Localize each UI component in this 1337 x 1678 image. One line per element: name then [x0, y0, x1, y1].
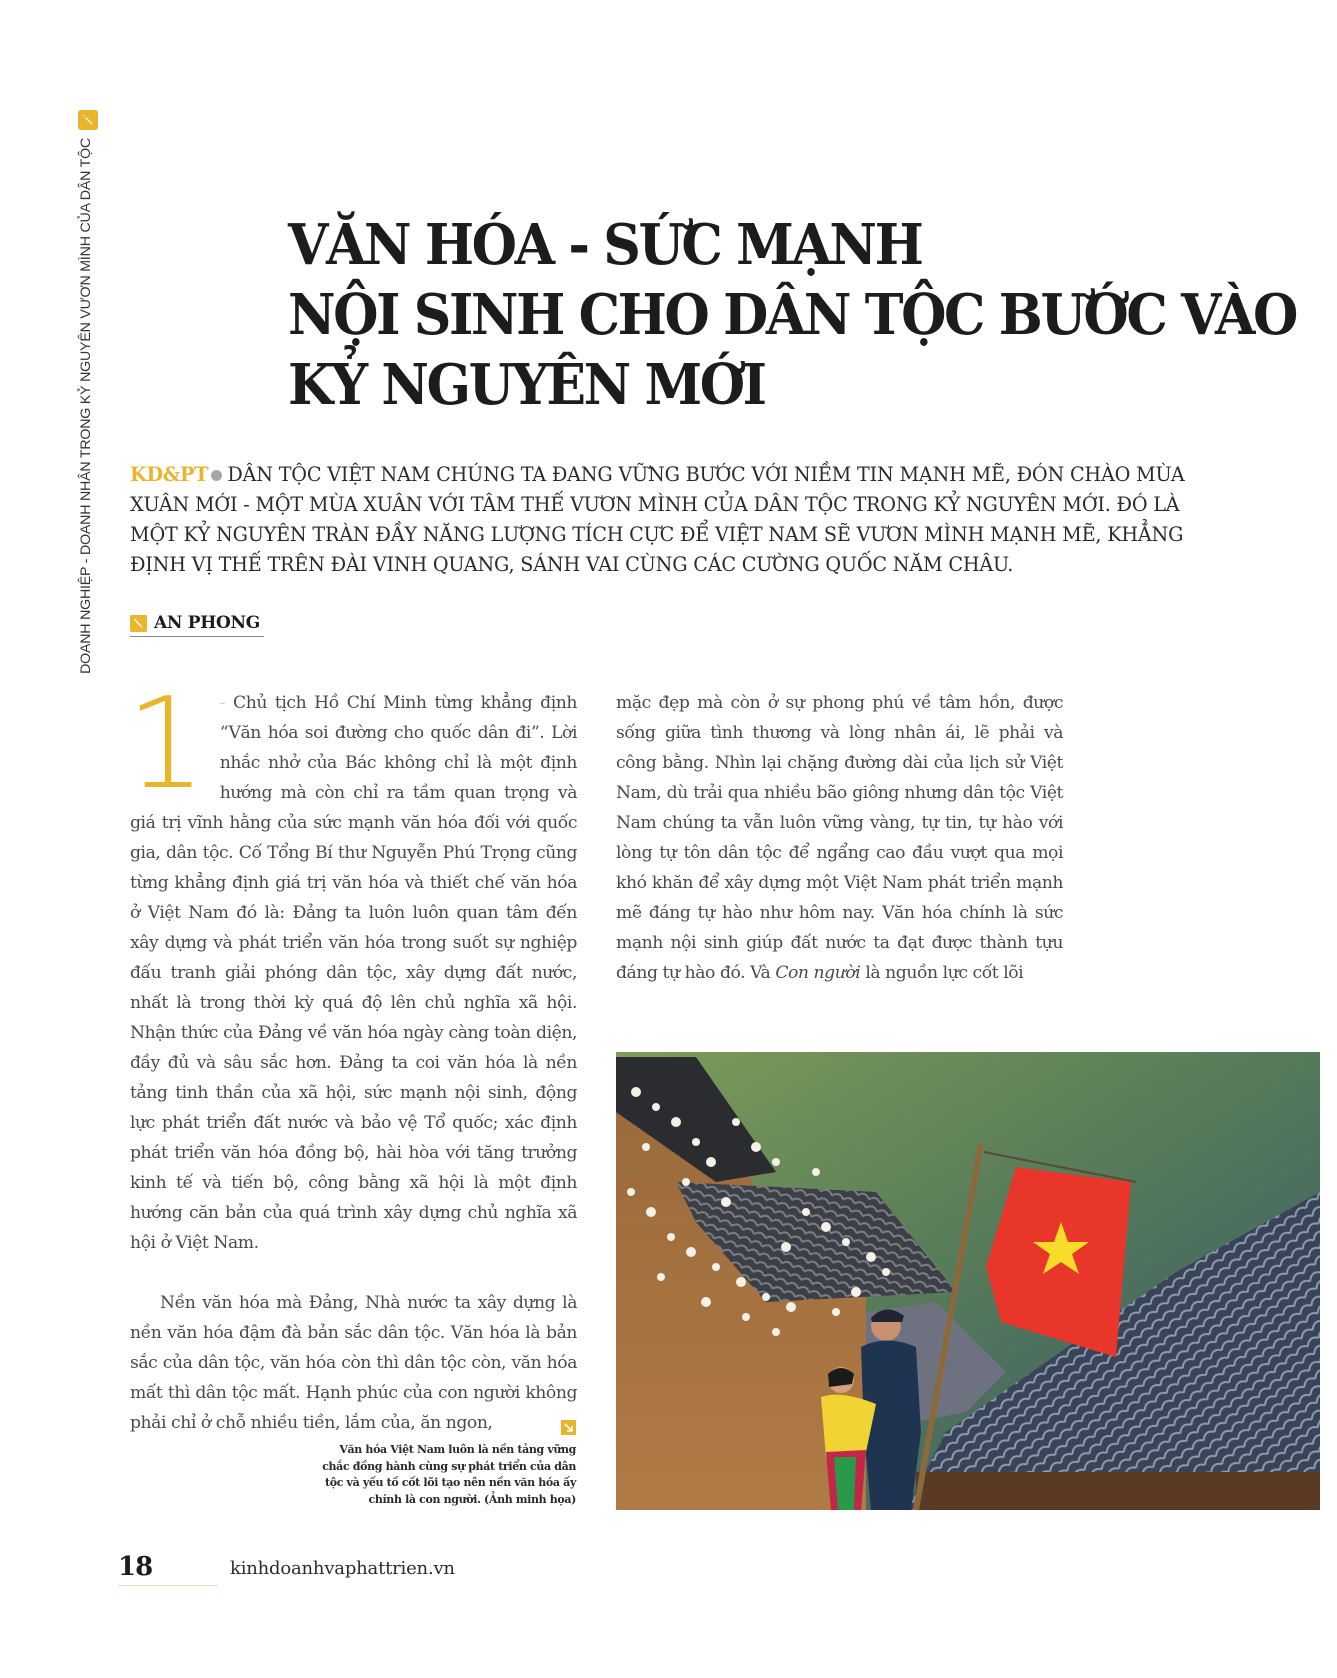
- bullet-dot-icon: [211, 470, 222, 481]
- drop-cap: 1: [126, 670, 206, 817]
- author-name: AN PHONG: [154, 613, 260, 633]
- pen-nib-icon: [130, 615, 147, 632]
- dropcap-dash: -: [219, 693, 226, 713]
- pen-nib-icon: [78, 110, 98, 130]
- title-line: NỘI SINH CHO DÂN TỘC BƯỚC VÀO: [288, 282, 1296, 348]
- body-paragraph: Nền văn hóa mà Đảng, Nhà nước ta xây dựng là nền văn hóa đậm đà bản sắc dân tộc. Văn hóa là bản sắc của dân tộc, văn hóa còn thì dân tộc còn, văn hóa mất thì dân tộc mất. Hạnh phúc của con người không phải chỉ ở chỗ nhiều tiền, lắm của, ăn ngon,: [130, 1293, 577, 1433]
- paragraph-text: mặc đẹp mà còn ở sự phong phú về tâm hồn, được sống giữa tình thương và lòng nhân ái, lẽ phải và công bằng. Nhìn lại chặng đường dài của lịch sử Việt Nam, dù trải qua nhiều bão giông nhưng dân tộc Việt Nam chúng ta vẫn luôn vững vàng, tự tin, tự hào với lòng tự tôn dân tộc để ngẩng cao đầu vượt qua mọi khó khăn để xây dựng một Việt Nam phát triển mạnh mẽ đáng tự hào như hôm nay. Văn hóa chính là sức mạnh nội sinh giúp đất nước ta đạt được thành tựu đáng tự hào đó. Và: [616, 693, 1063, 983]
- photo-caption: Văn hóa Việt Nam luôn là nền tảng vững chắc đồng hành cùng sự phát triển của dân tộc và yếu tố cốt lõi tạo nên nền văn hóa ấy chính là con người. (Ảnh minh họa): [322, 1443, 576, 1506]
- footer-rule: [118, 1585, 218, 1586]
- page-number: 18: [118, 1552, 153, 1582]
- article-lead: [130, 460, 1205, 580]
- website-link[interactable]: kinhdoanhvaphattrien.vn: [230, 1558, 455, 1579]
- body-column-right: [616, 688, 1063, 988]
- title-line: VĂN HÓA - SỨC MẠNH: [288, 212, 922, 278]
- arrow-down-right-icon: [561, 1420, 576, 1435]
- publication-tag: KD&PT: [130, 463, 209, 486]
- title-line: KỶ NGUYÊN MỚI: [288, 352, 765, 418]
- body-column-left: [126, 670, 577, 1438]
- body-paragraph: [616, 688, 1063, 988]
- paragraph-text: là nguồn lực cốt lõi: [865, 963, 1024, 983]
- article-photo: [616, 1052, 1320, 1510]
- section-label: DOANH NGHIỆP - DOANH NHÂN TRONG KỶ NGUYÊN VƯƠN MÌNH CỦA DÂN TỘC: [78, 138, 94, 674]
- article-title: [288, 210, 1296, 420]
- emphasis-text: Con người: [775, 963, 861, 983]
- lead-text: DÂN TỘC VIỆT NAM CHÚNG TA ĐANG VỮNG BƯỚC VỚI NIỀM TIN MẠNH MẼ, ĐÓN CHÀO MÙA XUÂN MỚI - MỘT MÙA XUÂN VỚI TÂM THẾ VƯƠN MÌNH CỦA DÂN TỘC TRONG KỶ NGUYÊN MỚI. ĐÓ LÀ MỘT KỶ NGUYÊN TRÀN ĐẦY NĂNG LƯỢNG TÍCH CỰC ĐỂ VIỆT NAM SẼ VƯƠN MÌNH MẠNH MẼ, KHẲNG ĐỊNH VỊ THẾ TRÊN ĐÀI VINH QUANG, SÁNH VAI CÙNG CÁC CƯỜNG QUỐC NĂM CHÂU.: [130, 463, 1185, 576]
- section-rail: [72, 108, 102, 748]
- paragraph-text: Chủ tịch Hồ Chí Minh từng khẳng định “Văn hóa soi đường cho quốc dân đi”. Lời nhắc nhở của Bác không chỉ là một định hướng mà còn chỉ ra tầm quan trọng và giá trị vĩnh hằng của sức mạnh văn hóa đối với quốc gia, dân tộc. Cố Tổng Bí thư Nguyễn Phú Trọng cũng từng khẳng định giá trị văn hóa và thiết chế văn hóa ở Việt Nam đó là: Đảng ta luôn luôn quan tâm đến xây dựng và phát triển văn hóa trong suốt sự nghiệp đấu tranh giải phóng dân tộc, xây dựng đất nước, nhất là trong thời kỳ quá độ lên chủ nghĩa xã hội. Nhận thức của Đảng về văn hóa ngày càng toàn diện, đầy đủ và sâu sắc hơn. Đảng ta coi văn hóa là nền tảng tinh thần của xã hội, sức mạnh nội sinh, động lực phát triển đất nước và bảo vệ Tổ quốc; xác định phát triển văn hóa đồng bộ, hài hòa với tăng trưởng kinh tế và tiến bộ, công bằng xã hội là một định hướng căn bản của quá trình xây dựng chủ nghĩa xã hội ở Việt Nam.: [130, 693, 577, 1253]
- body-paragraph: [126, 670, 577, 1258]
- author-byline: [130, 610, 264, 637]
